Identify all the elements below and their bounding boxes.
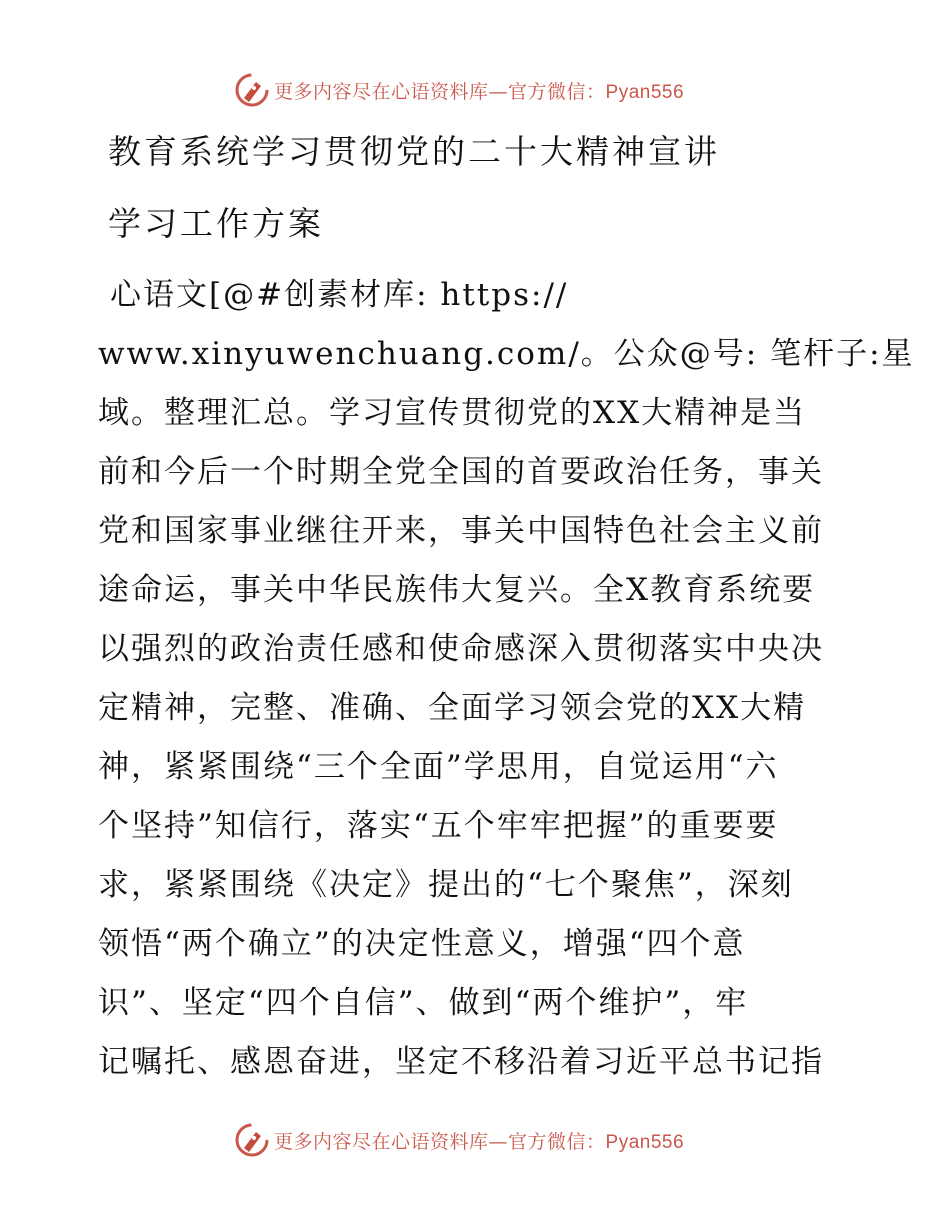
body-line: 领悟“两个确立”的决定性意义，增强“四个意 bbox=[98, 926, 746, 962]
wechat-handle: Pyan556 bbox=[605, 81, 685, 103]
body-line: 识”、坚定“四个自信”、做到“两个维护”，牢 bbox=[98, 985, 749, 1021]
document-title-line-1: 教育系统学习贯彻党的二十大精神宣讲 bbox=[108, 132, 720, 171]
document-body bbox=[98, 266, 915, 1092]
banner-text: 更多内容尽在心语资料库—官方微信：Pyan556 bbox=[274, 1130, 685, 1153]
body-line: 以强烈的政治责任感和使命感深入贯彻落实中央决 bbox=[98, 631, 824, 667]
header-banner bbox=[234, 70, 754, 110]
body-line: 心语文[@#创素材库: https:// bbox=[110, 277, 569, 313]
body-line: 定精神，完整、准确、全面学习领会党的XX大精 bbox=[98, 690, 807, 726]
footer-banner bbox=[234, 1120, 754, 1160]
pen-nib-circle-icon bbox=[234, 1122, 270, 1158]
body-line: 途命运，事关中华民族伟大复兴。全X教育系统要 bbox=[98, 572, 816, 608]
body-line: 前和今后一个时期全党全国的首要政治任务，事关 bbox=[98, 454, 824, 490]
body-line: 求，紧紧围绕《决定》提出的“七个聚焦”，深刻 bbox=[98, 867, 794, 903]
document-title-line-2: 学习工作方案 bbox=[108, 204, 324, 243]
body-line: 域。整理汇总。学习宣传贯彻党的XX大精神是当 bbox=[98, 395, 807, 431]
wechat-handle: Pyan556 bbox=[605, 1131, 685, 1153]
body-line: 党和国家事业继往开来，事关中国特色社会主义前 bbox=[98, 513, 824, 549]
body-line: 记嘱托、感恩奋进，坚定不移沿着习近平总书记指 bbox=[98, 1044, 824, 1080]
body-line: www.xinyuwenchuang.com/。公众@号: 笔杆子:星 bbox=[98, 336, 915, 372]
body-line: 神，紧紧围绕“三个全面”学思用，自觉运用“六 bbox=[98, 749, 779, 785]
banner-text: 更多内容尽在心语资料库—官方微信：Pyan556 bbox=[274, 80, 685, 103]
pen-nib-circle-icon bbox=[234, 72, 270, 108]
body-line: 个坚持”知信行，落实“五个牢牢把握”的重要要 bbox=[98, 808, 779, 844]
